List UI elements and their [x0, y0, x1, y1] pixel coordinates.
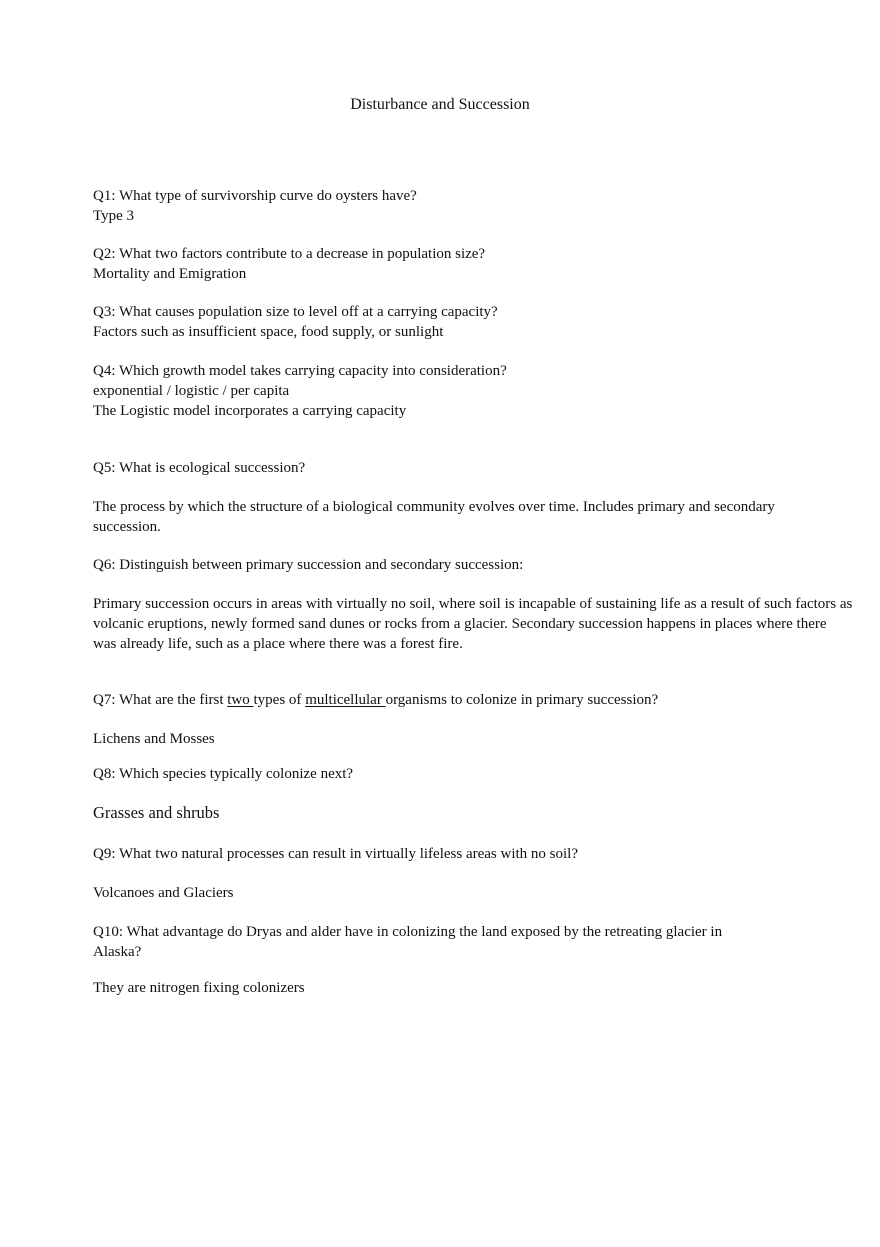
question-6: Q6: Distinguish between primary succession and secondary succession: [93, 557, 524, 573]
answer-1: Type 3 [93, 208, 135, 224]
question-10: Q10: What advantage do Dryas and alder have in colonizing the land exposed by the retreating glacier in Alaska? [93, 924, 723, 960]
question-7-underline-two: two [227, 692, 254, 708]
question-4: Q4: Which growth model takes carrying capacity into consideration? [93, 363, 507, 379]
page-title: Disturbance and Succession [350, 96, 530, 113]
question-7-text-3: organisms to colonize in primary succession? [385, 692, 659, 708]
question-1: Q1: What type of survivorship curve do oysters have? [93, 188, 417, 204]
answer-8: Grasses and shrubs [93, 803, 220, 822]
question-7-text-2: types of [253, 692, 306, 708]
options-4: exponential / logistic / per capita [93, 383, 290, 399]
answer-3: Factors such as insufficient space, food supply, or sunlight [93, 324, 444, 340]
answer-6: Primary succession occurs in areas with virtually no soil, where soil is incapable of sustaining life as a result of such factors as volcanic eruptions, newly formed sand dunes or rocks from a glacier. Secondary succession happens in places where there was already life, such as a place where there was a forest fire. [93, 596, 853, 652]
answer-9: Volcanoes and Glaciers [93, 885, 234, 901]
answer-10: They are nitrogen fixing colonizers [93, 980, 305, 996]
question-7-text-1: Q7: What are the first [93, 692, 228, 708]
answer-4: The Logistic model incorporates a carrying capacity [93, 403, 407, 419]
question-2: Q2: What two factors contribute to a decrease in population size? [93, 246, 486, 262]
answer-5: The process by which the structure of a biological community evolves over time. Includes primary and secondary succession. [93, 499, 775, 535]
question-8: Q8: Which species typically colonize next? [93, 766, 354, 782]
question-7-underline-multicellular: multicellular [305, 692, 386, 708]
answer-7: Lichens and Mosses [93, 731, 215, 747]
question-7 [93, 690, 658, 710]
question-3: Q3: What causes population size to level off at a carrying capacity? [93, 304, 498, 320]
question-9: Q9: What two natural processes can result in virtually lifeless areas with no soil? [93, 846, 579, 862]
answer-2: Mortality and Emigration [93, 266, 247, 282]
question-5: Q5: What is ecological succession? [93, 460, 306, 476]
